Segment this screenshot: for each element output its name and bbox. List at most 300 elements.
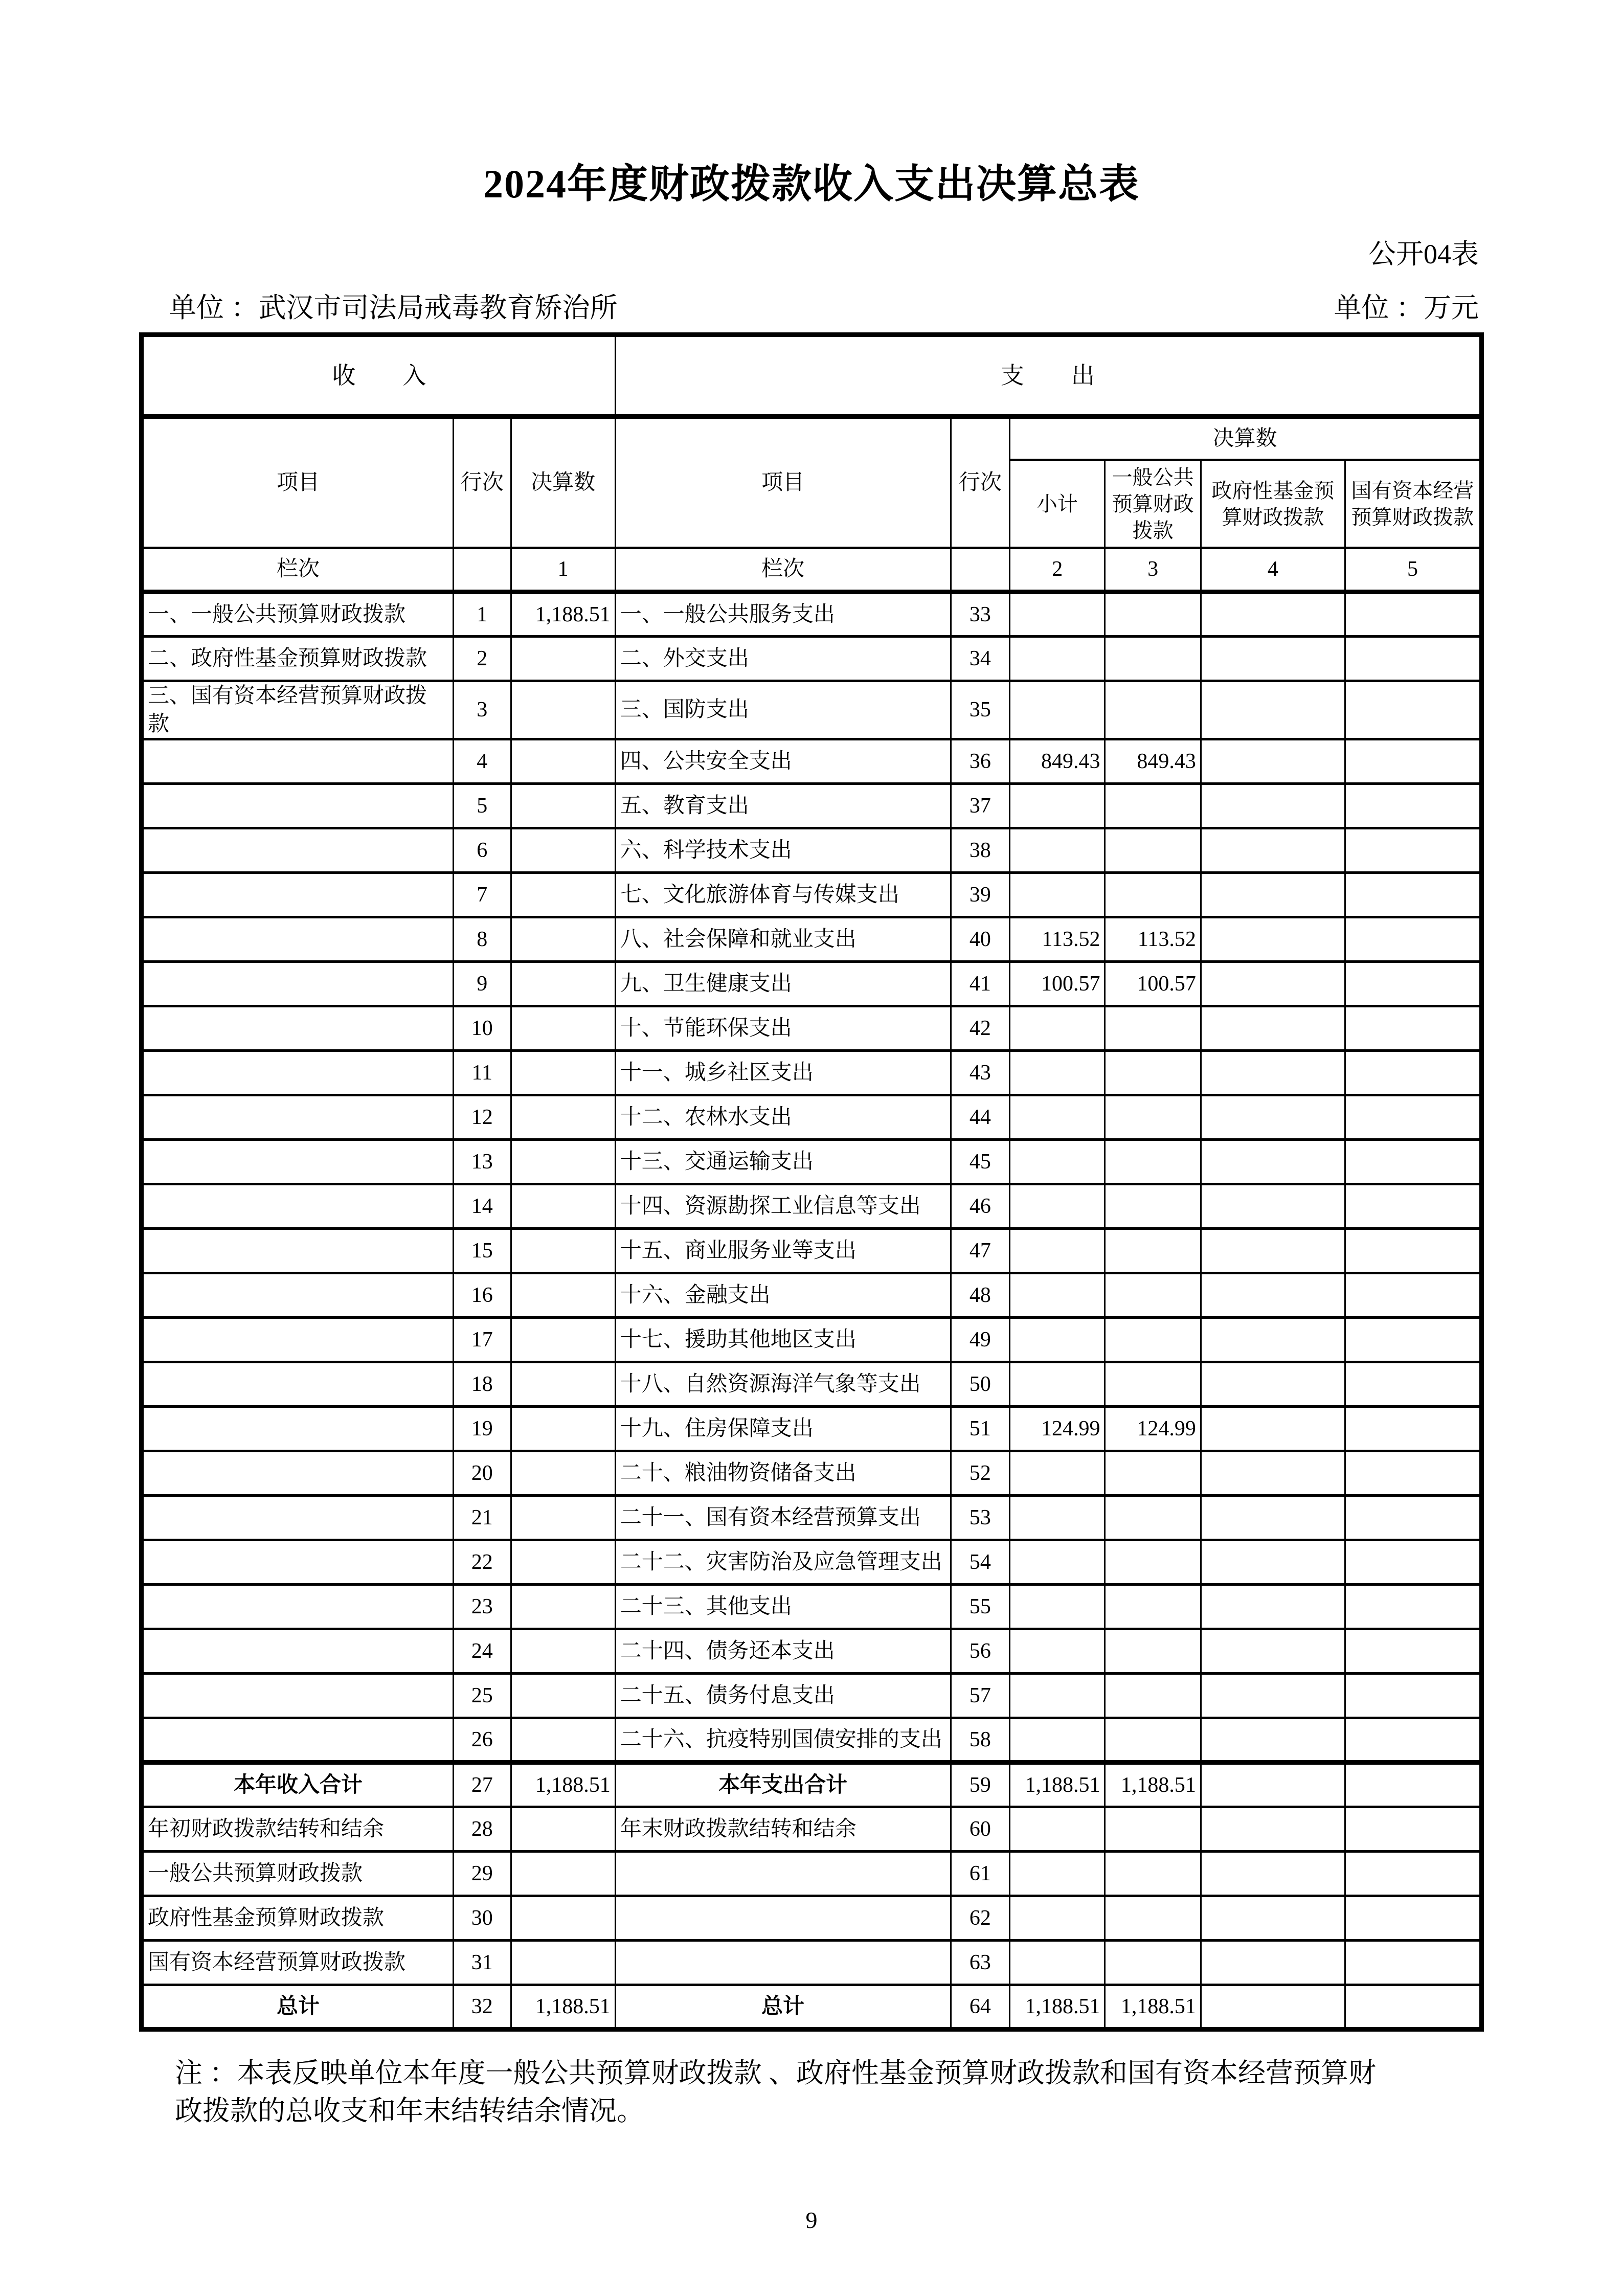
unit-currency: 单位 ：万元 xyxy=(1334,292,1479,323)
income-rowno-cell: 19 xyxy=(453,1407,511,1451)
expense-govfund-cell xyxy=(1201,739,1345,784)
expense-govfund-cell xyxy=(1201,1006,1345,1051)
income-rowno-cell: 26 xyxy=(453,1718,511,1763)
income-value-cell xyxy=(511,828,615,873)
expense-item-cell: 二、外交支出 xyxy=(615,637,951,681)
income-item-cell xyxy=(142,828,454,873)
expense-govfund-cell xyxy=(1201,1095,1345,1140)
table-row xyxy=(142,1585,1482,1629)
income-value-cell xyxy=(511,1229,615,1273)
income-item-cell xyxy=(142,1629,454,1674)
income-value-cell: 1,188.51 xyxy=(511,1985,615,2030)
expense-general-cell xyxy=(1105,1540,1201,1585)
expense-govfund-cell xyxy=(1201,962,1345,1006)
expense-statecap-cell xyxy=(1345,1318,1481,1362)
expense-statecap-cell xyxy=(1345,1540,1481,1585)
expense-statecap-cell xyxy=(1345,917,1481,962)
expense-item-cell: 总计 xyxy=(615,1985,951,2030)
section-header-row xyxy=(142,335,1482,417)
general-public-budget-header: 一般公共预算财政拨款 xyxy=(1105,460,1201,548)
expense-item-cell: 二十六、抗疫特别国债安排的支出 xyxy=(615,1718,951,1763)
gov-fund-index: 4 xyxy=(1201,548,1345,592)
expense-item-cell: 二十四、债务还本支出 xyxy=(615,1629,951,1674)
expense-item-cell: 九、卫生健康支出 xyxy=(615,962,951,1006)
expense-rowno-cell: 48 xyxy=(951,1273,1010,1318)
expense-subtotal-cell: 1,188.51 xyxy=(1010,1763,1105,1807)
expense-subtotal-cell xyxy=(1010,1896,1105,1941)
income-value-cell xyxy=(511,1674,615,1718)
income-value-cell xyxy=(511,1184,615,1229)
expense-subtotal-cell xyxy=(1010,1451,1105,1496)
expense-item-cell: 六、科学技术支出 xyxy=(615,828,951,873)
expense-rowno-cell: 56 xyxy=(951,1629,1010,1674)
expense-statecap-cell xyxy=(1345,1585,1481,1629)
income-rowno-cell: 1 xyxy=(453,592,511,637)
expense-govfund-cell xyxy=(1201,1051,1345,1095)
income-rowno-cell: 2 xyxy=(453,637,511,681)
expense-rowno-cell: 49 xyxy=(951,1318,1010,1362)
income-rowno-cell: 3 xyxy=(453,681,511,739)
table-row xyxy=(142,1941,1482,1985)
income-value-cell xyxy=(511,784,615,828)
income-rowno-cell: 7 xyxy=(453,873,511,917)
income-rowno-cell: 6 xyxy=(453,828,511,873)
expense-section-header: 支 出 xyxy=(615,335,1481,417)
table-row xyxy=(142,1318,1482,1362)
unit-name: 单位 ：武汉市司法局戒毒教育矫治所 xyxy=(169,292,618,323)
expense-general-cell xyxy=(1105,1051,1201,1095)
expense-rowno-cell: 43 xyxy=(951,1051,1010,1095)
income-rowno-cell: 9 xyxy=(453,962,511,1006)
table-row xyxy=(142,1674,1482,1718)
income-rowno-cell: 17 xyxy=(453,1318,511,1362)
income-value-cell xyxy=(511,1496,615,1540)
income-rowno-cell: 5 xyxy=(453,784,511,828)
income-rowno-cell: 16 xyxy=(453,1273,511,1318)
expense-rowno-cell: 36 xyxy=(951,739,1010,784)
expense-govfund-cell xyxy=(1201,1407,1345,1451)
expense-subtotal-cell xyxy=(1010,1585,1105,1629)
expense-item-cell: 四、公共安全支出 xyxy=(615,739,951,784)
expense-statecap-cell xyxy=(1345,1229,1481,1273)
table-row xyxy=(142,1184,1482,1229)
expense-subtotal-cell xyxy=(1010,1496,1105,1540)
expense-general-cell xyxy=(1105,1362,1201,1407)
income-item-cell xyxy=(142,1674,454,1718)
income-item-cell xyxy=(142,784,454,828)
income-section-header: 收 入 xyxy=(142,335,616,417)
expense-govfund-cell xyxy=(1201,1362,1345,1407)
expense-govfund-cell xyxy=(1201,1896,1345,1941)
income-value-index: 1 xyxy=(511,548,615,592)
income-item-cell xyxy=(142,1184,454,1229)
expense-subtotal-cell: 113.52 xyxy=(1010,917,1105,962)
expense-subtotal-cell xyxy=(1010,637,1105,681)
income-value-cell xyxy=(511,1051,615,1095)
expense-statecap-cell xyxy=(1345,637,1481,681)
expense-rowno-cell: 54 xyxy=(951,1540,1010,1585)
income-item-cell xyxy=(142,1095,454,1140)
expense-rowno-cell: 51 xyxy=(951,1407,1010,1451)
budget-summary-table xyxy=(139,332,1484,2032)
expense-rowno-cell: 33 xyxy=(951,592,1010,637)
expense-item-cell xyxy=(615,1941,951,1985)
income-rowno-cell: 14 xyxy=(453,1184,511,1229)
income-rowno-cell: 4 xyxy=(453,739,511,784)
table-row xyxy=(142,1540,1482,1585)
footnote xyxy=(144,2054,1479,2130)
expense-rowno-cell: 63 xyxy=(951,1941,1010,1985)
table-body xyxy=(142,335,1482,2030)
expense-general-cell: 113.52 xyxy=(1105,917,1201,962)
expense-govfund-cell xyxy=(1201,1496,1345,1540)
income-rowno-cell: 32 xyxy=(453,1985,511,2030)
expense-general-cell xyxy=(1105,1451,1201,1496)
expense-rowno-cell: 61 xyxy=(951,1852,1010,1896)
income-value-cell xyxy=(511,1852,615,1896)
expense-general-cell xyxy=(1105,1006,1201,1051)
expense-subtotal-cell xyxy=(1010,1318,1105,1362)
expense-rowno-cell: 41 xyxy=(951,962,1010,1006)
expense-statecap-cell xyxy=(1345,1852,1481,1896)
expense-item-cell: 十七、援助其他地区支出 xyxy=(615,1318,951,1362)
expense-rowno-cell: 50 xyxy=(951,1362,1010,1407)
expense-subtotal-cell xyxy=(1010,1807,1105,1852)
expense-item-cell: 十、节能环保支出 xyxy=(615,1006,951,1051)
expense-govfund-cell xyxy=(1201,1852,1345,1896)
income-item-cell xyxy=(142,917,454,962)
expense-general-cell xyxy=(1105,1852,1201,1896)
expense-general-cell: 1,188.51 xyxy=(1105,1763,1201,1807)
income-item-cell xyxy=(142,1006,454,1051)
income-item-cell: 一、一般公共预算财政拨款 xyxy=(142,592,454,637)
income-rowno-cell: 12 xyxy=(453,1095,511,1140)
footnote-line: 政拨款的总收支和年末结转结余情况。 xyxy=(175,2096,644,2127)
income-value-cell xyxy=(511,637,615,681)
expense-rowno-cell: 62 xyxy=(951,1896,1010,1941)
expense-govfund-cell xyxy=(1201,1629,1345,1674)
expense-rowno-index xyxy=(951,548,1010,592)
expense-statecap-cell xyxy=(1345,1095,1481,1140)
expense-general-cell xyxy=(1105,1184,1201,1229)
table-row xyxy=(142,1807,1482,1852)
income-rowno-cell: 22 xyxy=(453,1540,511,1585)
expense-item-cell: 八、社会保障和就业支出 xyxy=(615,917,951,962)
expense-item-header: 项目 xyxy=(615,417,951,548)
expense-subtotal-cell xyxy=(1010,1941,1105,1985)
expense-amount-group-header: 决算数 xyxy=(1010,417,1482,460)
expense-general-cell xyxy=(1105,1896,1201,1941)
table-row xyxy=(142,784,1482,828)
expense-statecap-cell xyxy=(1345,1451,1481,1496)
expense-subtotal-cell xyxy=(1010,828,1105,873)
expense-rowno-cell: 60 xyxy=(951,1807,1010,1852)
table-row xyxy=(142,637,1482,681)
income-rowno-cell: 20 xyxy=(453,1451,511,1496)
expense-statecap-cell xyxy=(1345,962,1481,1006)
expense-rowno-cell: 55 xyxy=(951,1585,1010,1629)
expense-subtotal-cell: 124.99 xyxy=(1010,1407,1105,1451)
column-index-row xyxy=(142,548,1482,592)
expense-item-cell: 十九、住房保障支出 xyxy=(615,1407,951,1451)
state-capital-budget-header: 国有资本经营预算财政拨款 xyxy=(1345,460,1481,548)
expense-rowno-cell: 44 xyxy=(951,1095,1010,1140)
expense-item-cell: 年末财政拨款结转和结余 xyxy=(615,1807,951,1852)
expense-rowno-cell: 37 xyxy=(951,784,1010,828)
income-item-cell: 二、政府性基金预算财政拨款 xyxy=(142,637,454,681)
expense-item-cell xyxy=(615,1852,951,1896)
expense-general-cell xyxy=(1105,784,1201,828)
income-value-cell xyxy=(511,1140,615,1184)
expense-statecap-cell xyxy=(1345,1763,1481,1807)
income-value-cell xyxy=(511,1095,615,1140)
expense-govfund-cell xyxy=(1201,1941,1345,1985)
income-value-cell xyxy=(511,1941,615,1985)
income-item-cell xyxy=(142,1718,454,1763)
expense-item-cell xyxy=(615,1896,951,1941)
expense-general-cell xyxy=(1105,1318,1201,1362)
expense-rowno-cell: 53 xyxy=(951,1496,1010,1540)
income-rowno-cell: 28 xyxy=(453,1807,511,1852)
expense-statecap-cell xyxy=(1345,681,1481,739)
income-item-cell: 本年收入合计 xyxy=(142,1763,454,1807)
income-value-cell xyxy=(511,1362,615,1407)
expense-statecap-cell xyxy=(1345,1140,1481,1184)
income-value-cell xyxy=(511,1318,615,1362)
expense-govfund-cell xyxy=(1201,1985,1345,2030)
expense-item-cell: 十五、商业服务业等支出 xyxy=(615,1229,951,1273)
expense-general-cell xyxy=(1105,1629,1201,1674)
unit-info-row xyxy=(144,292,1479,323)
income-value-cell: 1,188.51 xyxy=(511,592,615,637)
table-row xyxy=(142,592,1482,637)
expense-item-cell: 二十五、债务付息支出 xyxy=(615,1674,951,1718)
income-item-cell xyxy=(142,1540,454,1585)
table-row xyxy=(142,1896,1482,1941)
table-row xyxy=(142,1095,1482,1140)
expense-govfund-cell xyxy=(1201,784,1345,828)
table-row xyxy=(142,1629,1482,1674)
expense-govfund-cell xyxy=(1201,1763,1345,1807)
income-item-cell xyxy=(142,1229,454,1273)
income-value-cell xyxy=(511,1451,615,1496)
income-value-cell xyxy=(511,1540,615,1585)
table-row xyxy=(142,681,1482,739)
expense-statecap-cell xyxy=(1345,1941,1481,1985)
expense-statecap-cell xyxy=(1345,739,1481,784)
income-item-cell xyxy=(142,873,454,917)
expense-general-cell xyxy=(1105,592,1201,637)
income-rowno-cell: 13 xyxy=(453,1140,511,1184)
expense-rowno-header: 行次 xyxy=(951,417,1010,548)
expense-rowno-cell: 39 xyxy=(951,873,1010,917)
table-row xyxy=(142,1718,1482,1763)
expense-subtotal-cell xyxy=(1010,1718,1105,1763)
expense-rowno-cell: 46 xyxy=(951,1184,1010,1229)
expense-govfund-cell xyxy=(1201,1184,1345,1229)
table-row xyxy=(142,1451,1482,1496)
expense-subtotal-cell xyxy=(1010,1051,1105,1095)
expense-item-cell: 十一、城乡社区支出 xyxy=(615,1051,951,1095)
expense-subtotal-cell xyxy=(1010,1140,1105,1184)
table-row xyxy=(142,739,1482,784)
income-rowno-header: 行次 xyxy=(453,417,511,548)
income-value-cell: 1,188.51 xyxy=(511,1763,615,1807)
expense-subtotal-cell xyxy=(1010,1540,1105,1585)
expense-index-label: 栏次 xyxy=(615,548,951,592)
expense-subtotal-cell: 1,188.51 xyxy=(1010,1985,1105,2030)
expense-general-cell xyxy=(1105,1496,1201,1540)
income-item-cell xyxy=(142,1140,454,1184)
expense-statecap-cell xyxy=(1345,1985,1481,2030)
income-item-cell xyxy=(142,739,454,784)
expense-rowno-cell: 34 xyxy=(951,637,1010,681)
expense-statecap-cell xyxy=(1345,784,1481,828)
expense-item-cell: 二十、粮油物资储备支出 xyxy=(615,1451,951,1496)
expense-item-cell: 二十三、其他支出 xyxy=(615,1585,951,1629)
table-row xyxy=(142,917,1482,962)
expense-subtotal-cell: 849.43 xyxy=(1010,739,1105,784)
income-item-cell xyxy=(142,1318,454,1362)
expense-govfund-cell xyxy=(1201,1451,1345,1496)
expense-general-cell xyxy=(1105,1674,1201,1718)
income-item-cell xyxy=(142,1407,454,1451)
expense-general-cell xyxy=(1105,873,1201,917)
expense-subtotal-cell xyxy=(1010,1273,1105,1318)
expense-statecap-cell xyxy=(1345,1496,1481,1540)
income-rowno-cell: 23 xyxy=(453,1585,511,1629)
income-rowno-cell: 10 xyxy=(453,1006,511,1051)
expense-general-cell xyxy=(1105,1585,1201,1629)
income-rowno-cell: 15 xyxy=(453,1229,511,1273)
expense-govfund-cell xyxy=(1201,1273,1345,1318)
expense-item-cell: 二十二、灾害防治及应急管理支出 xyxy=(615,1540,951,1585)
expense-rowno-cell: 35 xyxy=(951,681,1010,739)
expense-subtotal-cell xyxy=(1010,592,1105,637)
table-row xyxy=(142,1496,1482,1540)
income-value-cell xyxy=(511,1273,615,1318)
expense-subtotal-cell xyxy=(1010,1629,1105,1674)
expense-general-cell xyxy=(1105,637,1201,681)
expense-item-cell: 本年支出合计 xyxy=(615,1763,951,1807)
table-row xyxy=(142,1140,1482,1184)
expense-rowno-cell: 47 xyxy=(951,1229,1010,1273)
income-rowno-cell: 18 xyxy=(453,1362,511,1407)
income-rowno-cell: 11 xyxy=(453,1051,511,1095)
income-value-cell xyxy=(511,739,615,784)
expense-subtotal-cell xyxy=(1010,873,1105,917)
income-value-cell xyxy=(511,1585,615,1629)
state-capital-index: 5 xyxy=(1345,548,1481,592)
expense-statecap-cell xyxy=(1345,1807,1481,1852)
income-value-cell xyxy=(511,1807,615,1852)
table-row xyxy=(142,1985,1482,2030)
income-item-cell: 年初财政拨款结转和结余 xyxy=(142,1807,454,1852)
expense-general-cell xyxy=(1105,1718,1201,1763)
expense-item-cell: 三、国防支出 xyxy=(615,681,951,739)
expense-govfund-cell xyxy=(1201,873,1345,917)
expense-govfund-cell xyxy=(1201,637,1345,681)
subtotal-index: 2 xyxy=(1010,548,1105,592)
footnote-line: 注 ：本表反映单位本年度一般公共预算财政拨款 、政府性基金预算财政拨款和国有资本经营预算财 xyxy=(175,2058,1376,2089)
expense-statecap-cell xyxy=(1345,592,1481,637)
expense-statecap-cell xyxy=(1345,873,1481,917)
expense-govfund-cell xyxy=(1201,1318,1345,1362)
expense-subtotal-cell xyxy=(1010,1184,1105,1229)
expense-item-cell: 五、教育支出 xyxy=(615,784,951,828)
expense-general-cell: 124.99 xyxy=(1105,1407,1201,1451)
income-item-cell xyxy=(142,1451,454,1496)
income-value-cell xyxy=(511,873,615,917)
expense-subtotal-cell xyxy=(1010,784,1105,828)
table-row xyxy=(142,1229,1482,1273)
expense-statecap-cell xyxy=(1345,1006,1481,1051)
expense-govfund-cell xyxy=(1201,1674,1345,1718)
expense-subtotal-cell xyxy=(1010,1362,1105,1407)
expense-govfund-cell xyxy=(1201,1807,1345,1852)
form-number: 公开04表 xyxy=(1368,239,1479,269)
expense-subtotal-cell xyxy=(1010,681,1105,739)
expense-item-cell: 十二、农林水支出 xyxy=(615,1095,951,1140)
expense-item-cell: 十六、金融支出 xyxy=(615,1273,951,1318)
income-item-cell xyxy=(142,1362,454,1407)
income-item-header: 项目 xyxy=(142,417,454,548)
income-rowno-cell: 29 xyxy=(453,1852,511,1896)
income-amount-header: 决算数 xyxy=(511,417,615,548)
expense-statecap-cell xyxy=(1345,1362,1481,1407)
expense-subtotal-cell xyxy=(1010,1006,1105,1051)
income-item-cell xyxy=(142,1585,454,1629)
income-rowno-cell: 27 xyxy=(453,1763,511,1807)
income-value-cell xyxy=(511,1629,615,1674)
expense-rowno-cell: 45 xyxy=(951,1140,1010,1184)
expense-rowno-cell: 52 xyxy=(951,1451,1010,1496)
income-item-cell: 一般公共预算财政拨款 xyxy=(142,1852,454,1896)
table-row xyxy=(142,1407,1482,1451)
table-row xyxy=(142,1763,1482,1807)
expense-subtotal-cell xyxy=(1010,1229,1105,1273)
column-header-row xyxy=(142,417,1482,460)
expense-govfund-cell xyxy=(1201,592,1345,637)
table-row xyxy=(142,828,1482,873)
table-row xyxy=(142,1051,1482,1095)
expense-general-cell: 849.43 xyxy=(1105,739,1201,784)
income-index-label: 栏次 xyxy=(142,548,454,592)
expense-general-cell: 1,188.51 xyxy=(1105,1985,1201,2030)
income-item-cell: 政府性基金预算财政拨款 xyxy=(142,1896,454,1941)
expense-govfund-cell xyxy=(1201,917,1345,962)
expense-rowno-cell: 38 xyxy=(951,828,1010,873)
expense-govfund-cell xyxy=(1201,1140,1345,1184)
gov-fund-budget-header: 政府性基金预算财政拨款 xyxy=(1201,460,1345,548)
table-row xyxy=(142,1006,1482,1051)
expense-subtotal-cell xyxy=(1010,1095,1105,1140)
income-rowno-cell: 30 xyxy=(453,1896,511,1941)
expense-govfund-cell xyxy=(1201,1585,1345,1629)
expense-govfund-cell xyxy=(1201,1540,1345,1585)
income-item-cell: 总计 xyxy=(142,1985,454,2030)
expense-subtotal-cell xyxy=(1010,1852,1105,1896)
income-value-cell xyxy=(511,1718,615,1763)
general-public-index: 3 xyxy=(1105,548,1201,592)
expense-general-cell xyxy=(1105,828,1201,873)
expense-statecap-cell xyxy=(1345,1896,1481,1941)
expense-general-cell xyxy=(1105,1273,1201,1318)
expense-rowno-cell: 40 xyxy=(951,917,1010,962)
expense-item-cell: 十四、资源勘探工业信息等支出 xyxy=(615,1184,951,1229)
table-row xyxy=(142,873,1482,917)
expense-general-cell xyxy=(1105,681,1201,739)
